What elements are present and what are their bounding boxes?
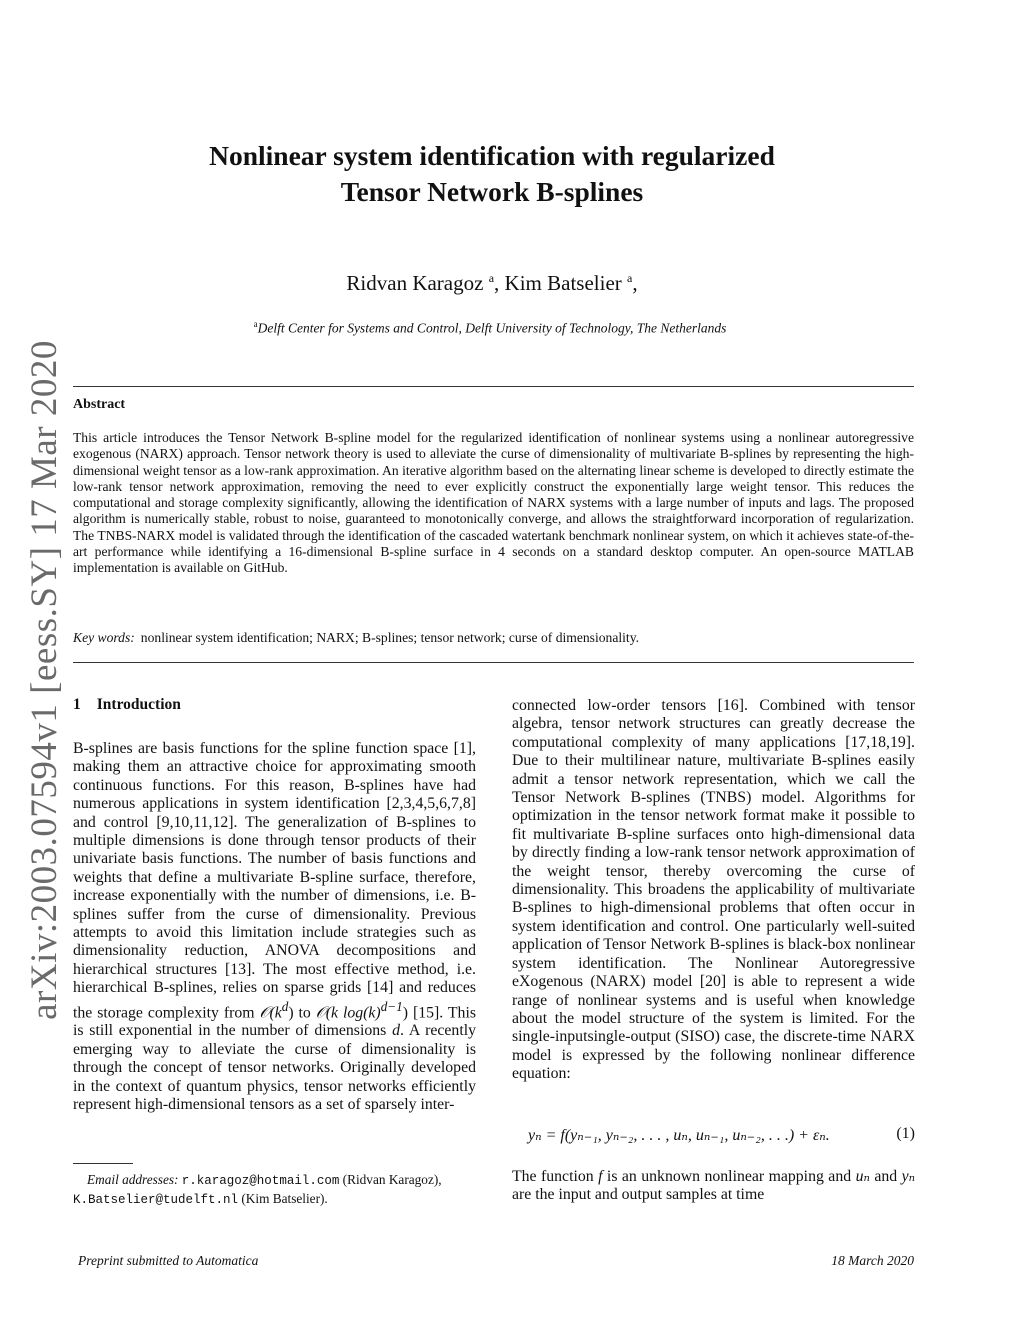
affiliation-mark: a [253,319,258,329]
math-variable: uₙ [855,1168,870,1185]
author-list [120,271,864,296]
keywords-text: nonlinear system identification; NARX; B-splines; tensor network; curse of dimensionality. [140,630,640,645]
arxiv-identifier-stamp: arXiv:2003.07594v1 [eess.SY] 17 Mar 2020 [24,340,65,1020]
text-run: The function [512,1168,599,1185]
text-run: are the input and output samples at time [512,1186,765,1204]
affiliation [100,319,880,337]
abstract-heading: Abstract [73,397,126,412]
author-name: Ridvan Karagoz [346,271,484,295]
intro-paragraph [73,740,476,1114]
footer-date: 18 March 2020 [831,1253,914,1268]
right-column [512,697,915,1084]
math-variable: yₙ [901,1168,915,1185]
math-variable: f [598,1168,603,1185]
footnote-label: Email addresses: [87,1172,179,1187]
affiliation-text: Delft Center for Systems and Control, Delft University of Technology, The Netherlands [257,320,727,336]
paper-title [120,138,864,210]
text-run: . A recently emerging way to alleviate the curse of dimensionality is through the concept of tensor networks. Originally developed in the context of quantum physics, tensor networks efficiently represent high-dimensional tensors as a set of sparsely inter- [73,1022,476,1113]
email-link[interactable]: r.karagoz@hotmail.com [181,1174,340,1188]
section-heading [73,696,181,714]
math-superscript: d−1 [380,998,403,1014]
footnote [73,1171,476,1209]
section-number: 1 [73,696,81,713]
text-run: (Ridvan Karagoz), [339,1172,442,1187]
text-run: and [869,1168,902,1185]
affiliation-mark: a [488,271,495,285]
abstract-bottom-rule [73,662,914,663]
author-separator: , [494,271,505,295]
equation-number: (1) [896,1125,915,1142]
email-link[interactable]: K.Batselier@tudelft.nl [73,1193,239,1207]
keywords-label: Key words: [73,630,135,645]
math-variable: d [392,1022,400,1040]
title-line-1: Nonlinear system identification with regularized [209,140,775,171]
footer-preprint-note: Preprint submitted to Automatica [78,1253,259,1268]
abstract-top-rule [73,386,914,387]
math-superscript: d [281,998,289,1014]
math-complexity: 𝒪(k [259,1003,282,1021]
paragraph-after-equation [512,1168,915,1205]
abstract-text: This article introduces the Tensor Network B-spline model for the regularized identification of nonlinear systems using a nonlinear autoregressive exogenous (NARX) approach. Tensor network theory is used to alleviate the curse of dimensionality of multivariate B-splines by representing the high-dimensional weight tensor as a low-rank approximation. An iterative algorithm based on the alternating linear scheme is developed to directly estimate the low-rank tensor network approximation, removing the need to ever explicitly construct the exponentially large weight tensor. This reduces the computational and storage complexity significantly, allowing the identification of NARX systems with a large number of inputs and lags. The proposed algorithm is numerically stable, robust to noise, guaranteed to monotonically converge, and allows the straightforward incorporation of regularization. The TNBS-NARX model is validated through the identification of the cascaded watertank benchmark nonlinear system, on which it achieves state-of-the-art performance while identifying a 16-dimensional B-spline surface in 4 seconds on a standard desktop computer. An open-source MATLAB implementation is available on GitHub. [73,430,914,576]
left-column [73,740,476,1114]
text-run: ) to [288,1003,316,1021]
text-run: B-splines are basis functions for the spline function space [1], making them an attractive choice for approximating smooth continuous functions. For this reason, B-splines have had numerous applications in system identification [2,3,4,5,6,7,8] and control [9,10,11,12]. The generalization of B-splines to multiple dimensions is done through tensor products of their univariate basis functions. The number of basis functions and weights that define a multivariate B-spline surface, therefore, increase exponentially with the number of dimensions, i.e. B-splines suffer from the curse of dimensionality. Previous attempts to avoid this limitation include strategies such as dimensionality reduction, ANOVA decompositions and hierarchical structures [13]. The most effective method, i.e. hierarchical B-splines, relies on sparse grids [14] and reduces the storage complexity from [73,740,476,1021]
affiliation-mark: a [627,271,633,285]
text-run: (Kim Batselier). [238,1191,328,1206]
section-title: Introduction [96,696,181,713]
keywords [73,630,914,646]
equation-body: yₙ = f(yₙ₋₁, yₙ₋₂, . . . , uₙ, uₙ₋₁, uₙ₋₂, . . .) + εₙ. [528,1127,830,1144]
text-run: ) [15]. This is still exponential in the number of dimensions [73,1003,476,1040]
math-complexity: 𝒪(k log(k) [315,1003,381,1021]
text-run: is an unknown nonlinear mapping and [602,1168,856,1185]
text-paragraph [512,1168,915,1205]
author-name: Kim Batselier [504,271,622,295]
intro-paragraph-continued: connected low-order tensors [16]. Combined with tensor algebra, tensor network structures can greatly decrease the computational complexity of many applications [17,18,19]. Due to their multilinear nature, multivariate B-splines easily admit a tensor network representation, which we call the Tensor Network B-splines (TNBS) model. Algorithms for optimization in the tensor network format make it possible to fit multivariate B-spline surfaces onto high-dimensional data by directly finding a low-rank tensor network approximation of the weight tensor, thereby overcoming the curse of dimensionality. This broadens the applicability of multivariate B-splines to high-dimensional problems that often occur in system identification and control. One particularly well-suited application of Tensor Network B-splines is black-box nonlinear system identification. The Nonlinear Autoregressive eXogenous (NARX) model [20] is able to represent a wide range of nonlinear systems and is useful when knowledge about the model structure of the system is limited. For the single-inputsingle-output (SISO) case, the discrete-time NARX model is expressed by the following nonlinear difference equation: [512,697,915,1083]
footnote-rule [73,1163,133,1164]
author-trailing-comma: , [632,271,638,295]
title-line-2: Tensor Network B-splines [340,176,644,207]
